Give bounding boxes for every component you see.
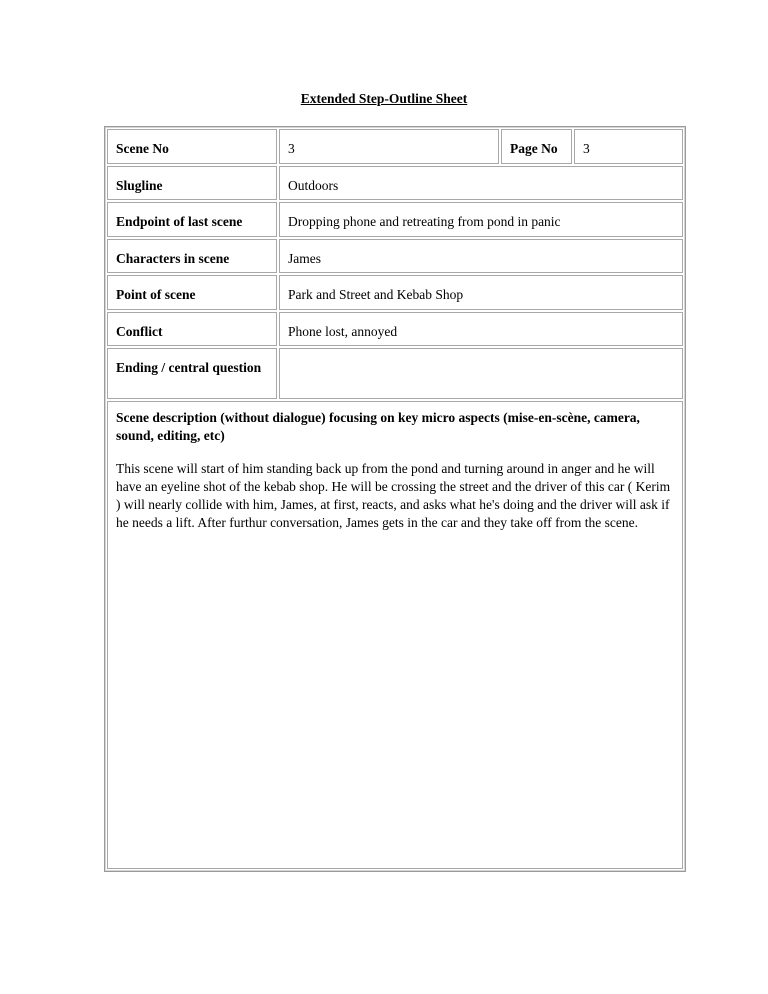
page-no-value: 3: [574, 129, 683, 164]
endpoint-label: Endpoint of last scene: [107, 202, 277, 237]
slugline-label: Slugline: [107, 166, 277, 200]
ending-value: [279, 348, 683, 399]
step-outline-table: [104, 126, 686, 872]
point-label: Point of scene: [107, 275, 277, 310]
page-no-label: Page No: [501, 129, 572, 164]
scene-description-body: This scene will start of him standing back up from the pond and turning around in anger and he will have an eyeline shot of the kebab shop. He will be crossing the street and the driver of this car ( Kerim ) will nearly collide with him, James, at first, reacts, and asks what he's doing and the driver will ask if he needs a lift. After furthur conversation, James gets in the car and they take off from the scene.: [116, 461, 671, 530]
conflict-value: Phone lost, annoyed: [279, 312, 683, 346]
characters-value: James: [279, 239, 683, 273]
slugline-value: Outdoors: [279, 166, 683, 200]
scene-description-heading: Scene description (without dialogue) focusing on key micro aspects (mise-en-scène, camera, sound, editing, etc): [116, 410, 640, 443]
scene-no-value: 3: [279, 129, 499, 164]
conflict-label: Conflict: [107, 312, 277, 346]
point-value: Park and Street and Kebab Shop: [279, 275, 683, 310]
ending-label: Ending / central question: [107, 348, 277, 399]
scene-description: [107, 401, 683, 869]
characters-label: Characters in scene: [107, 239, 277, 273]
endpoint-value: Dropping phone and retreating from pond in panic: [279, 202, 683, 237]
scene-no-label: Scene No: [107, 129, 277, 164]
page-title: Extended Step-Outline Sheet: [300, 91, 468, 106]
